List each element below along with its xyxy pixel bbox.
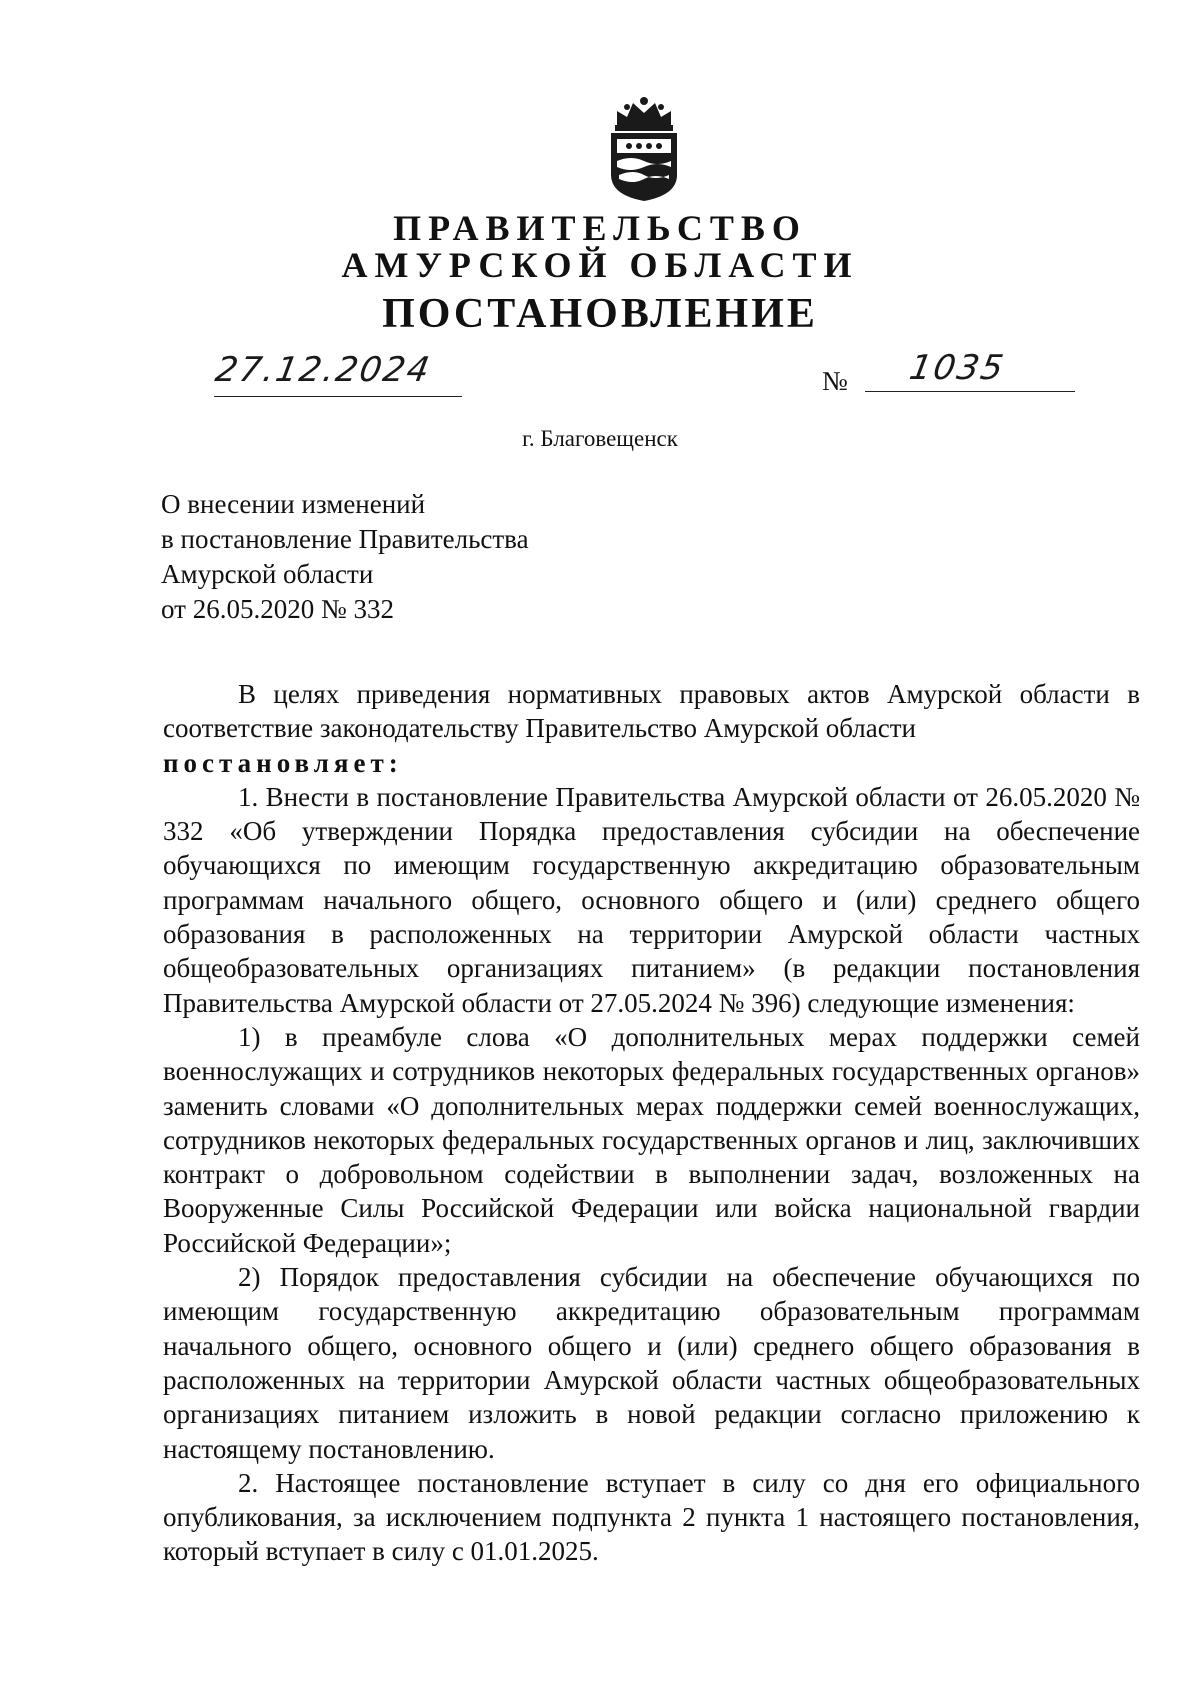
handwritten-number: 1035	[906, 348, 1009, 388]
handwritten-date: 27.12.2024	[212, 350, 435, 390]
preamble-paragraph: В целях приведения нормативных правовых актов Амурской области в соответствие законодательству Правительство Амурской области	[163, 679, 1140, 744]
item-2-paragraph: 2. Настоящее постановление вступает в силу со дня его официального опубликования, за исключением подпункта 2 пункта 1 настоящего постановления, который вступает в силу с 01.01.2025.	[163, 1467, 1140, 1567]
item-1-2-paragraph: 2) Порядок предоставления субсидии на обеспечение обучающихся по имеющим государственную аккредитацию образовательным программам начального общего, основного общего и (или) среднего общего образования в расположенных на территории Амурской области частных общеобразовательных организациях питанием изложить в новой редакции согласно приложению к настоящему постановлению.	[163, 1262, 1140, 1464]
document-body	[163, 677, 1140, 1569]
government-name-line1: ПРАВИТЕЛЬСТВО	[393, 208, 807, 248]
government-name-line2: АМУРСКОЙ ОБЛАСТИ	[341, 245, 859, 285]
subject-block	[161, 487, 529, 627]
item-1-paragraph: 1. Внести в постановление Правительства Амурской области от 26.05.2020 № 332 «Об утверждении Порядка предоставления субсидии на обеспечение обучающихся по имеющим государственную аккредитацию образовательным программам начального общего, основного общего и (или) среднего общего образования в расположенных на территории Амурской области частных общеобразовательных организациях питанием» (в редакции постановления Правительства Амурской области от 27.05.2024 № 396) следующие изменения:	[163, 781, 1140, 1018]
subject-line: в постановление Правительства	[161, 524, 529, 554]
subject-line: Амурской области	[161, 559, 374, 589]
number-label: №	[822, 366, 848, 396]
city-name: г. Благовещенск	[522, 426, 678, 451]
number-underline	[865, 391, 1075, 392]
item-1-1-paragraph: 1) в преамбуле слова «О дополнительных мерах поддержки семей военнослужащих и сотрудников некоторых федеральных государственных органов» заменить словами «О дополнительных мерах поддержки семей военнослужащих, сотрудников некоторых федеральных государственных органов и лиц, заключивших контракт о добровольном содействии в выполнении задач, возложенных на Вооруженные Силы Российской Федерации или войска национальной гвардии Российской Федерации»;	[163, 1021, 1140, 1258]
decides-word: постановляет:	[163, 747, 403, 778]
amur-oblast-coat-of-arms-icon	[603, 95, 685, 203]
document-type-title: ПОСТАНОВЛЕНИЕ	[382, 291, 818, 337]
date-underline	[214, 396, 462, 397]
subject-line: от 26.05.2020 № 332	[161, 594, 394, 624]
subject-line: О внесении изменений	[161, 489, 426, 519]
